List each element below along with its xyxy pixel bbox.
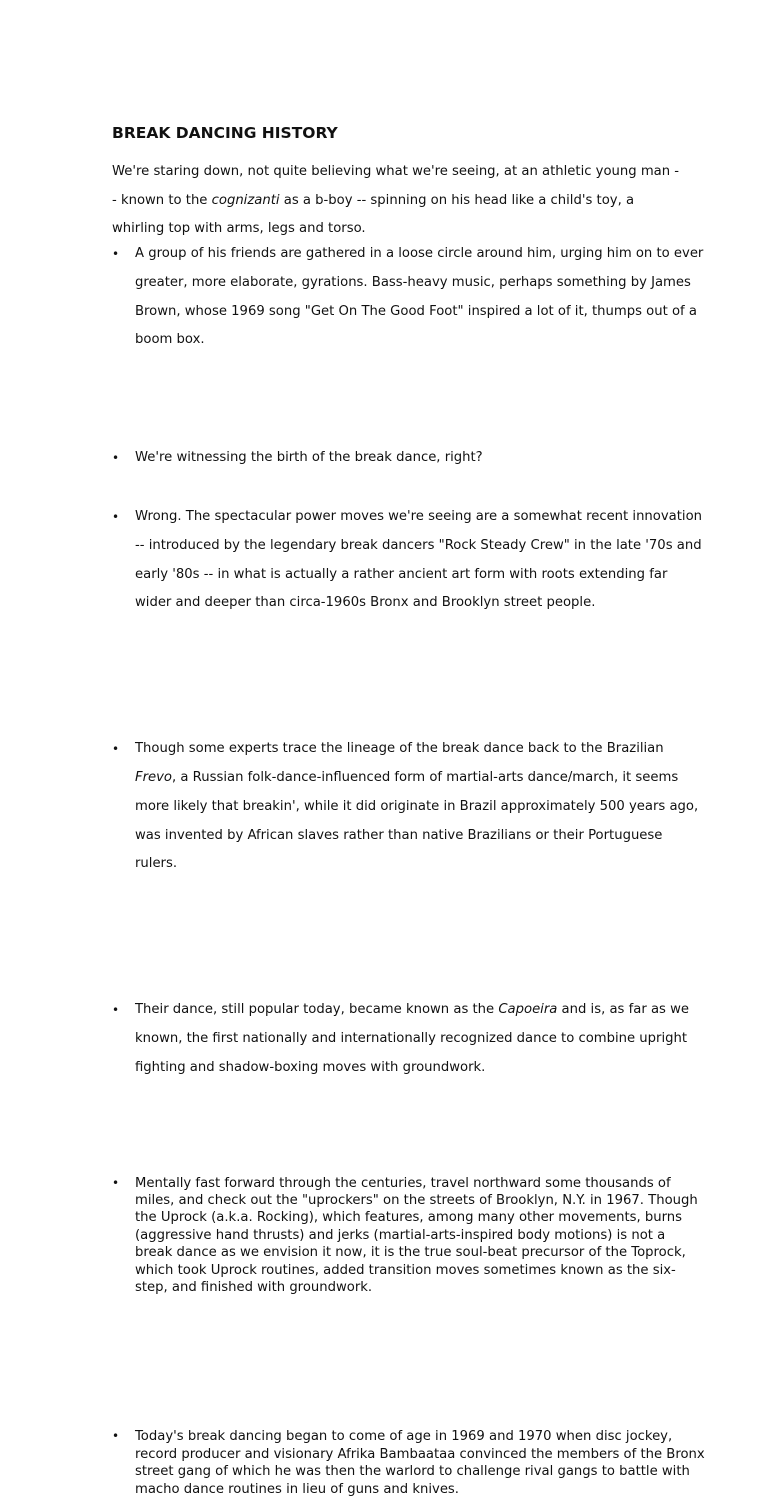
intro-text-before: We're staring down, not quite believing what we're seeing, at an athletic young man -- known to the — [112, 164, 680, 208]
list-item-text-before: Though some experts trace the lineage of the break dance back to the Brazilian — [135, 741, 664, 757]
intro-text-after: as a b-boy -- spinning on his head like a child's toy, a whirling top with arms, legs and torso. — [112, 192, 635, 236]
list-item — [112, 503, 705, 618]
bullet-icon: • — [112, 1003, 120, 1018]
list-item — [112, 444, 705, 473]
list-item — [112, 1175, 705, 1297]
list-item-text: Mentally fast forward through the centuries, travel northward some thousands of miles, and check out the "uprockers" on the streets of Brooklyn, N.Y. in 1967. Though the Uprock (a.k.a. Rocking), which features, among many other movements, burns (aggressive hand thrusts) and jerks (martial-arts-inspired body motions) is not a break dance as we envision it now, it is the true soul-beat precursor of the Toprock, which took Uprock routines, added transition moves sometimes known as the six-step, and finished with groundwork. — [135, 1175, 698, 1295]
list-item — [112, 996, 705, 1082]
bullet-icon: • — [112, 247, 120, 261]
bullet-icon: • — [112, 1429, 120, 1444]
list-item-text-after: , a Russian folk-dance-influenced form of martial-arts dance/march, it seems more likely that breakin', while it did originate in Brazil approximately 500 years ago, was invented by African slaves rather than native Brazilians or their Portuguese rulers. — [135, 769, 699, 872]
intro-paragraph — [112, 158, 682, 244]
intro-italic-term: cognizanti — [211, 192, 280, 208]
list-item — [112, 1428, 705, 1498]
list-item-text: Today's break dancing began to come of age in 1969 and 1970 when disc jockey, record producer and visionary Afrika Bambaataa convinced the members of the Bronx street gang of which he was then the warlord to challenge rival gangs to battle with macho dance routines in lieu of guns and knives. — [135, 1429, 705, 1497]
list-item-text-before: Their dance, still popular today, became known as the — [135, 1002, 499, 1018]
list-item-text: We're witnessing the birth of the break dance, right? — [135, 450, 483, 466]
bullet-list — [112, 240, 705, 1497]
list-item — [112, 240, 705, 355]
bullet-icon: • — [112, 1175, 120, 1190]
list-item-italic-term: Frevo — [135, 769, 172, 785]
bullet-icon: • — [112, 451, 120, 466]
list-item — [112, 735, 705, 879]
list-item-text: A group of his friends are gathered in a loose circle around him, urging him on to ever greater, more elaborate, gyrations. Bass-heavy music, perhaps something by James Brown, whose 1969 song "Get On The Good Foot" inspired a lot of it, thumps out of a boom box. — [135, 246, 704, 348]
list-item-text-after: and is, as far as we known, the first nationally and internationally recognized dance to combine upright fighting and shadow-boxing moves with groundwork. — [135, 1002, 689, 1075]
bullet-icon: • — [112, 509, 120, 524]
list-item-text: Wrong. The spectacular power moves we're seeing are a somewhat recent innovation -- introduced by the legendary break dancers "Rock Steady Crew" in the late '70s and early '80s -- in what is actually a rather ancient art form with roots extending far wider and deeper than circa-1960s Bronx and Brooklyn street people. — [135, 508, 702, 611]
list-item-italic-term: Capoeira — [498, 1002, 558, 1018]
bullet-icon: • — [112, 742, 120, 757]
document-title: BREAK DANCING HISTORY — [112, 124, 338, 142]
